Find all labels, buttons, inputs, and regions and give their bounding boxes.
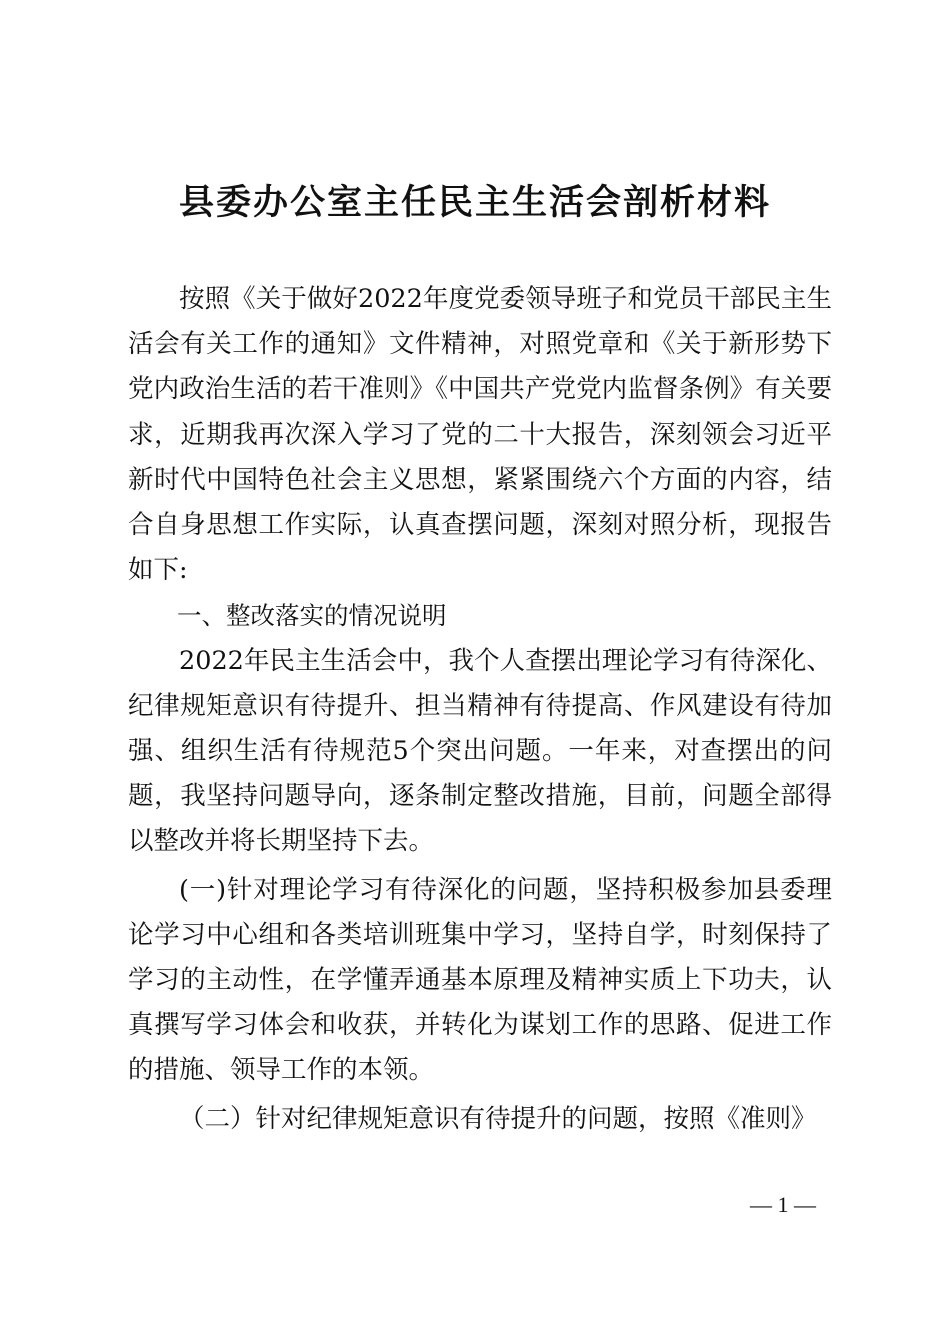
section-1-paragraph: 2022年民主生活会中，我个人查摆出理论学习有待深化、纪律规矩意识有待提升、担当精神有待提高、作风建设有待加强、组织生活有待规范5个突出问题。一年来，对查摆出的问题，我坚持问题导向，逐条制定整改措施，目前，问题全部得以整改并将长期坚持下去。 — [128, 645, 832, 857]
document-body — [128, 277, 832, 1142]
item-1-paragraph: (一)针对理论学习有待深化的问题，坚持积极参加县委理论学习中心组和各类培训班集中学习，坚持自学，时刻保持了学习的主动性，在学懂弄通基本原理及精神实质上下功夫，认真撰写学习体会和收获，并转化为谋划工作的思路、促进工作的措施、领导工作的本领。 — [128, 874, 832, 1086]
item-2-paragraph: （二）针对纪律规矩意识有待提升的问题，按照《准则》 — [179, 1103, 817, 1134]
page-title: 县委办公室主任民主生活会剖析材料 — [178, 182, 771, 223]
page-number: — 1 — — [750, 1192, 816, 1217]
intro-paragraph: 按照《关于做好2022年度党委领导班子和党员干部民主生活会有关工作的通知》文件精神，对照党章和《关于新形势下党内政治生活的若干准则》《中国共产党党内监督条例》有关要求，近期我再次深入学习了党的二十大报告，深刻领会习近平新时代中国特色社会主义思想，紧紧围绕六个方面的内容，结合自身思想工作实际，认真查摆问题，深刻对照分析，现报告如下: — [128, 284, 832, 586]
section-heading-1: 一、整改落实的情况说明 — [177, 601, 447, 631]
